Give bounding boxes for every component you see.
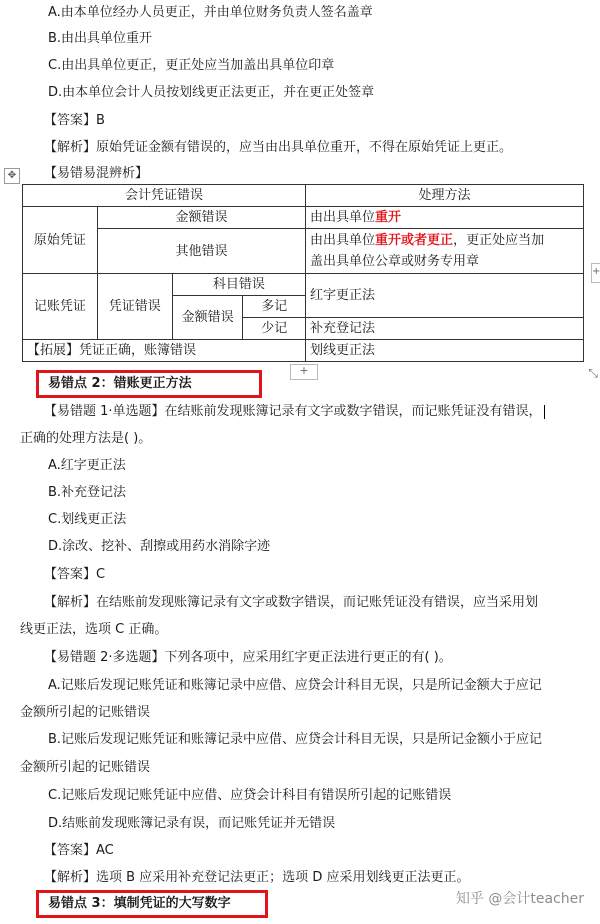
cell-subject-error: 科目错误 xyxy=(172,274,305,296)
cell-method-line: 划线更正法 xyxy=(306,340,584,362)
q2-stem: 【易错题 2·多选题】下列各项中，应采用红字更正法进行更正的有( )。 xyxy=(44,650,452,665)
option-a: A.由本单位经办人员更正，并由单位财务负责人签名盖章 xyxy=(48,5,373,20)
table-add-column-icon[interactable]: + xyxy=(591,263,600,283)
table-add-row-icon[interactable]: + xyxy=(290,364,318,380)
q2-option-c: C.记账后发现记账凭证中应借、应贷会计科目有错误所引起的记账错误 xyxy=(48,788,452,803)
q2-option-b-line-2: 金额所引起的记账错误 xyxy=(20,760,151,775)
table-header-method: 处理方法 xyxy=(306,185,584,207)
q1-option-a: A.红字更正法 xyxy=(48,458,126,473)
cell-over-record: 多记 xyxy=(243,296,306,318)
q1-option-d: D.涂改、挖补、刮擦或用药水消除字迹 xyxy=(48,539,271,554)
q2-option-a-line-2: 金额所引起的记账错误 xyxy=(20,705,151,720)
confusion-title: 【易错易混辨析】 xyxy=(44,166,149,181)
comparison-table xyxy=(22,184,584,362)
q2-option-b-line-1: B.记账后发现记账凭证和账簿记录中应借、应贷会计科目无误，只是所记金额小于应记 xyxy=(48,732,543,747)
option-b: B.由出具单位重开 xyxy=(48,31,153,46)
cell-method-supplement: 补充登记法 xyxy=(306,318,584,340)
answer: 【答案】B xyxy=(44,113,105,128)
cell-amount-error-2: 金额错误 xyxy=(172,296,243,340)
cell-voucher-error: 凭证错误 xyxy=(97,274,172,340)
q1-stem-line-1: 【易错题 1·单选题】在结账前发现账簿记录有文字或数字错误，而记账凭证没有错误， xyxy=(0,401,600,423)
cell-method-reissue-or-correct: 由出具单位重开或者更正，更正处应当加 盖出具单位公章或财务专用章 xyxy=(306,229,584,274)
cell-extension: 【拓展】凭证正确，账簿错误 xyxy=(23,340,306,362)
analysis: 【解析】原始凭证金额有错误的，应当由出具单位重开，不得在原始凭证上更正。 xyxy=(44,140,513,155)
table-header-voucher-error: 会计凭证错误 xyxy=(23,185,306,207)
q1-analysis-line-2: 线更正法，选项 C 正确。 xyxy=(20,622,168,637)
cell-under-record: 少记 xyxy=(243,318,306,340)
cell-accounting-voucher: 记账凭证 xyxy=(23,274,98,340)
table-resize-icon[interactable]: ⤡ xyxy=(588,366,598,380)
cell-method-reissue: 由出具单位重开 xyxy=(306,207,584,229)
cell-original-voucher: 原始凭证 xyxy=(23,207,98,274)
q2-option-d: D.结账前发现账簿记录有误，而记账凭证并无错误 xyxy=(48,816,336,831)
q1-answer: 【答案】C xyxy=(44,567,106,582)
cell-method-red: 红字更正法 xyxy=(306,274,584,318)
cell-other-error: 其他错误 xyxy=(97,229,305,274)
point-2-title: 易错点 2：错账更正方法 xyxy=(48,376,192,391)
q1-option-b: B.补充登记法 xyxy=(48,485,127,500)
cell-amount-error: 金额错误 xyxy=(97,207,305,229)
text-cursor xyxy=(544,405,545,419)
q2-answer: 【答案】AC xyxy=(44,843,114,858)
point-3-title: 易错点 3：填制凭证的大写数字 xyxy=(48,896,231,911)
q1-stem-line-2: 正确的处理方法是( )。 xyxy=(20,431,152,446)
q2-option-a-line-1: A.记账后发现记账凭证和账簿记录中应借、应贷会计科目无误，只是所记金额大于应记 xyxy=(48,678,542,693)
q1-option-c: C.划线更正法 xyxy=(48,512,127,527)
option-c: C.由出具单位更正，更正处应当加盖出具单位印章 xyxy=(48,58,335,73)
table-move-handle-icon[interactable]: ✥ xyxy=(4,168,20,184)
watermark: 知乎 @会计teacher xyxy=(455,891,584,907)
q1-analysis-line-1: 【解析】在结账前发现账簿记录有文字或数字错误，而记账凭证没有错误，应当采用划 xyxy=(44,595,539,610)
q2-analysis: 【解析】选项 B 应采用补充登记法更正；选项 D 应采用划线更正法更正。 xyxy=(44,870,470,885)
option-d: D.由本单位会计人员按划线更正法更正，并在更正处签章 xyxy=(48,85,375,100)
